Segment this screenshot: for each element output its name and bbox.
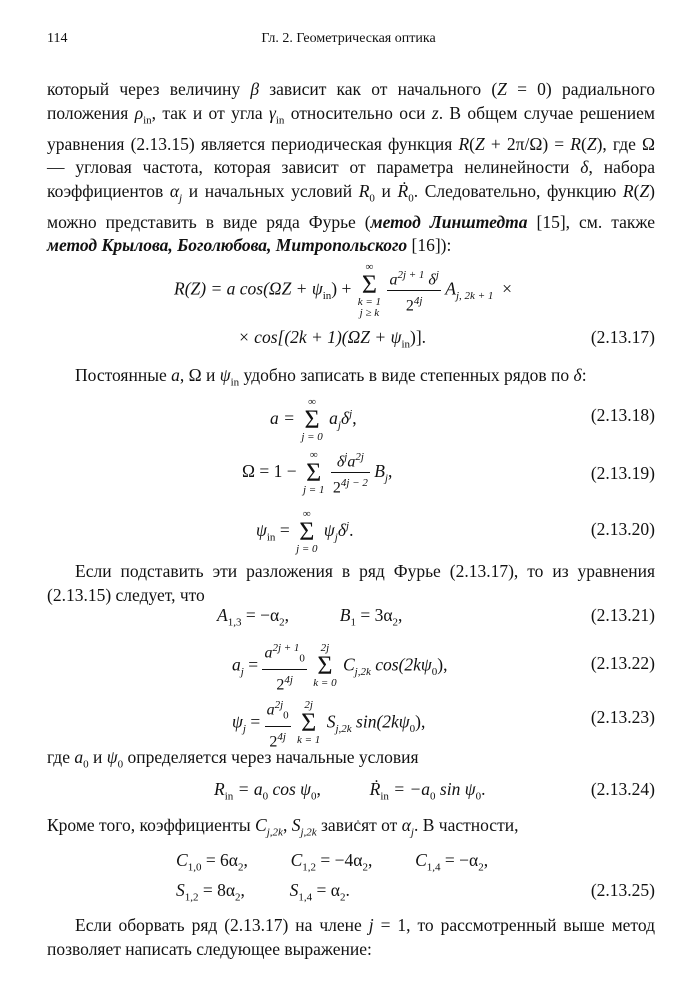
equation-number: (2.13.23) bbox=[590, 707, 655, 727]
equation-2-13-25-line1: $C_{1,0} = 6\alpha_2$, $C_{1,2} = -4\alpha_2$, $C_{1,4} = -\alpha_2$, bbox=[176, 850, 489, 874]
equation-number: (2.13.21) bbox=[590, 605, 655, 625]
paragraph-5: Кроме того, коэффициенты $C_{j,2k}$, $S_{j,2k}$ зависят от $\alpha_j$. В частности, bbox=[47, 815, 519, 839]
equation-2-13-18: a = ∞ Σ j = 0 $a_j\delta^j$, bbox=[270, 396, 357, 443]
equation-2-13-22: $a_j$ = $\frac{a^{2j + 1}_0}{2^{4j}}$ 2j Σ k = 0 $C_{j,2k}$ $\cos(2k\psi_0)$, bbox=[232, 638, 448, 695]
equation-number: (2.13.17) bbox=[590, 327, 655, 347]
equation-number: (2.13.24) bbox=[590, 779, 655, 799]
equation-2-13-25-line2: $S_{1,2} = 8\alpha_2$, $S_{1,4} = \alpha_2$. bbox=[176, 880, 350, 904]
equation-number: (2.13.19) bbox=[590, 463, 655, 483]
page-header bbox=[47, 31, 650, 51]
fraction: $\frac{a^{2j + 1} \delta^j}{2^{4j}}$ bbox=[387, 265, 440, 317]
summation-sign: ∞ Σ k = 1 j ≥ k bbox=[357, 261, 382, 319]
equation-2-13-17-line2: × $\cos[(2k + 1)(\Omega Z + \psi_{in})]$. bbox=[238, 327, 427, 351]
equation-2-13-20: $\psi_{in}$ = ∞ Σ j = 0 $\psi_j\delta^j$. bbox=[256, 508, 354, 555]
paragraph-4: где $a_0$ и $\psi_0$ определяется через начальные условия bbox=[47, 747, 419, 771]
paragraph-2: Постоянные a, Ω и $\psi_{in}$ удобно записать в виде степенных рядов по δ: bbox=[75, 365, 587, 389]
paragraph-3: Если подставить эти разложения в ряд Фурье (2.13.17), то из уравнения (2.13.15) следует, что bbox=[47, 561, 655, 605]
equation-number: (2.13.20) bbox=[590, 519, 655, 539]
equation-2-13-19: Ω = 1 − ∞ Σ j = 1 $\frac{\delta^ja^{2j}}{2^{4j - 2}}$ $B_j$, bbox=[242, 448, 393, 497]
page-number: 114 bbox=[47, 31, 68, 46]
paragraph-1: который через величину β зависит как от начального (Z = 0) радиального положения $\rho_{in}$, так и от угла $\gamma_{in}$ относительно оси z. В общем случае решением уравнения (2.13.15) является периодическая функция R(Z + 2π/Ω) = R(Z), где Ω — угловая частота, которая зависит от параметра нелинейности δ, набора коэффициентов $\alpha_j$ и начальных условий $R_0$ и Ṙ$_0$. Следовательно, функцию R(Z) можно представить в виде ряда Фурье (метод Линштедта [15], см. также метод Крылова, Боголюбова, Митропольского [16]): bbox=[47, 79, 656, 255]
equation-2-13-17-line1: R(Z) = a $\cos(\Omega Z + \psi_{in})$ + ∞ Σ k = 1 j ≥ k $\frac{a^{2j + 1} \delta^j}{2^{4j}}$ $A_{j, 2k + 1}$ × bbox=[174, 261, 512, 319]
equation-2-13-21: $A_{1,3} = -\alpha_2$, $B_1 = 3\alpha_2$, bbox=[217, 605, 403, 629]
equation-2-13-23: $\psi_j$ = $\frac{a^{2j}_0}{2^{4j}}$ 2j Σ k = 1 $S_{j,2k}$ $\sin(2k\psi_0)$, bbox=[232, 695, 425, 752]
equation-number: (2.13.18) bbox=[590, 405, 655, 425]
equation-number: (2.13.25) bbox=[590, 880, 655, 900]
running-title: Гл. 2. Геометрическая оптика bbox=[261, 31, 436, 46]
paragraph-6: Если оборвать ряд (2.13.17) на члене j = 1, то рассмотренный выше метод позволяет написать следующее выражение: bbox=[47, 915, 655, 959]
equation-number: (2.13.22) bbox=[590, 653, 655, 673]
equation-2-13-24: $R_{in} = a_0$ $\cos \psi_0$, Ṙ$_{in}$ = $-a_0$ $\sin \psi_0$. bbox=[214, 779, 486, 803]
